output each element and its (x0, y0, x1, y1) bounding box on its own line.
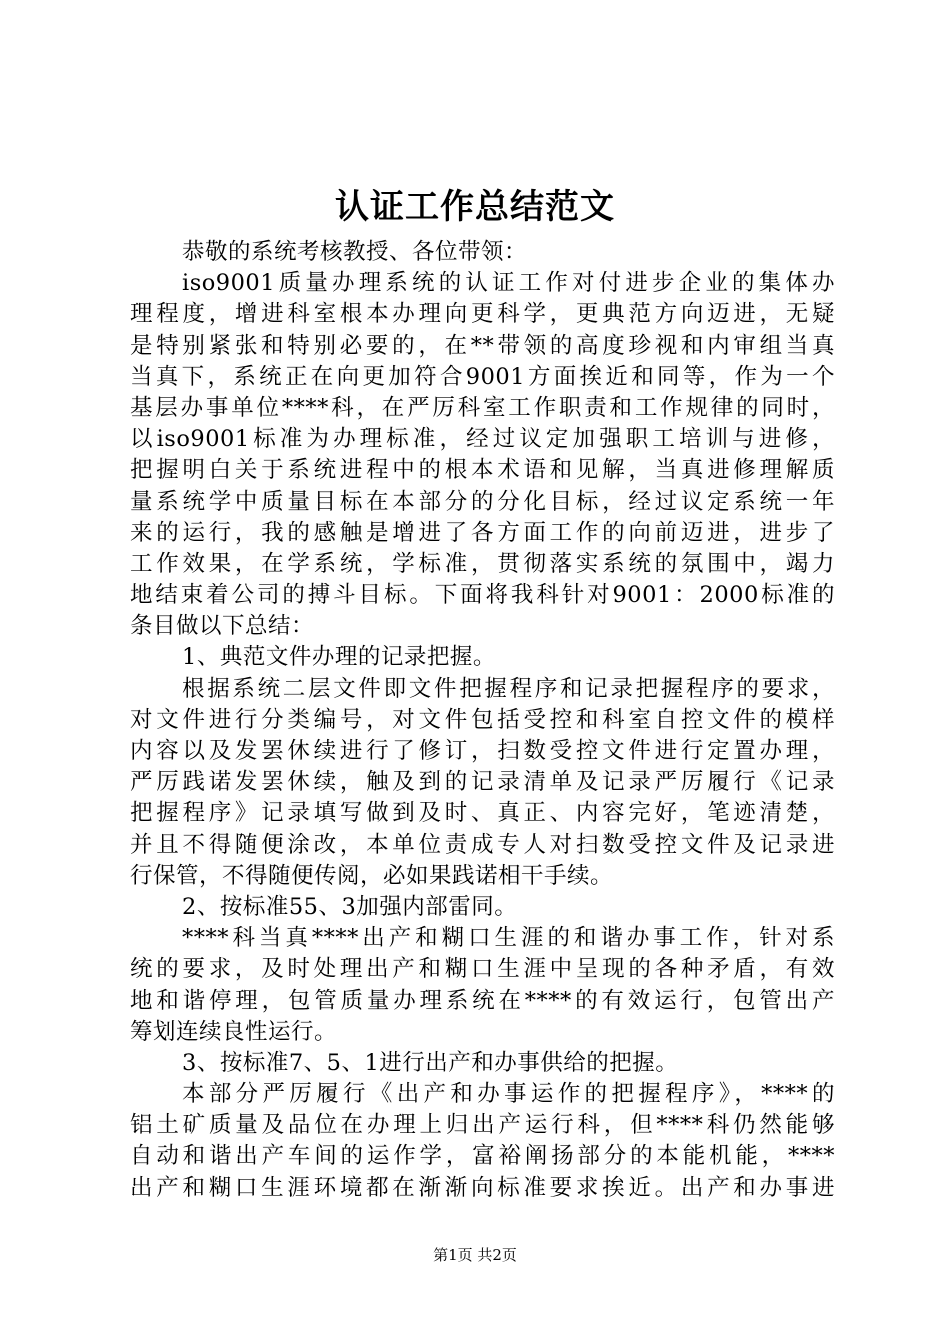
text-line: 3、按标准7、5、1进行出产和办事供给的把握。 (182, 1049, 679, 1076)
text-line: 内容以及发罢休续进行了修订，扫数受控文件进行定置办理， (130, 738, 835, 764)
text-line: 来的运行，我的感触是增进了各方面工作的向前迈进，进步了 (130, 519, 835, 546)
text-line: 当真下，系统正在向更加符合9001方面挨近和同等，作为一个 (130, 363, 835, 390)
text-line: 根据系统二层文件即文件把握程序和记录把握程序的要求， (182, 675, 835, 702)
text-line: 并且不得随便涂改，本单位责成专人对扫数受控文件及记录进 (130, 831, 835, 858)
page-footer: 第1页 共2页 (433, 1246, 517, 1264)
text-line: 把握程序》记录填写做到及时、真正、内容完好，笔迹清楚， (130, 800, 835, 827)
text-line: 统的要求，及时处理出产和糊口生涯中呈现的各种矛盾，有效 (130, 956, 835, 983)
text-line: 地和谐停理，包管质量办理系统在****的有效运行，包管出产 (130, 987, 835, 1014)
text-line: 对文件进行分类编号，对文件包括受控和科室自控文件的模样 (130, 706, 835, 733)
text-line: 工作效果，在学系统，学标准，贯彻落实系统的氛围中，竭力 (130, 550, 835, 577)
text-line: 条目做以下总结： (130, 613, 315, 640)
text-line: 地结束着公司的搏斗目标。下面将我科针对9001：2000标准的 (130, 582, 835, 609)
text-line: 量系统学中质量目标在本部分的分化目标，经过议定系统一年 (130, 488, 835, 515)
text-line: 铝土矿质量及品位在办理上归出产运行科，但****科仍然能够 (130, 1112, 835, 1139)
document-body (130, 237, 835, 1204)
text-line: 2、按标准55、3加强内部雷同。 (182, 893, 518, 920)
text-line: 把握明白关于系统进程中的根本术语和见解，当真进修理解质 (130, 457, 835, 484)
text-line: 理程度，增进科室根本办理向更科学，更典范方向迈进，无疑 (130, 301, 835, 328)
text-line: 本部分严厉履行《出产和办事运作的把握程序》，****的 (182, 1081, 835, 1108)
text-line: ****科当真****出产和糊口生涯的和谐办事工作，针对系 (182, 925, 835, 952)
text-line: 基层办事单位****科，在严厉科室工作职责和工作规律的同时， (130, 394, 835, 421)
text-line: 严厉践诺发罢休续，触及到的记录清单及记录严厉履行《记录 (130, 769, 835, 796)
text-line: 自动和谐出产车间的运作学，富裕阐扬部分的本能机能，**** (130, 1143, 835, 1170)
text-line: iso9001质量办理系统的认证工作对付进步企业的集体办 (182, 270, 835, 297)
text-line: 筹划连续良性运行。 (130, 1018, 338, 1045)
text-line: 恭敬的系统考核教授、各位带领： (182, 239, 528, 265)
text-line: 以iso9001标准为办理标准，经过议定加强职工培训与进修， (130, 426, 835, 453)
text-line: 1、典范文件办理的记录把握。 (182, 644, 496, 671)
text-line: 出产和糊口生涯环境都在渐渐向标准要求挨近。出产和办事进 (130, 1174, 835, 1201)
text-line: 是特别紧张和特别必要的，在**带领的高度珍视和内审组当真 (130, 332, 835, 359)
text-line: 行保管，不得随便传阅，必如果践诺相干手续。 (130, 862, 614, 889)
document-title: 认证工作总结范文 (335, 187, 615, 227)
